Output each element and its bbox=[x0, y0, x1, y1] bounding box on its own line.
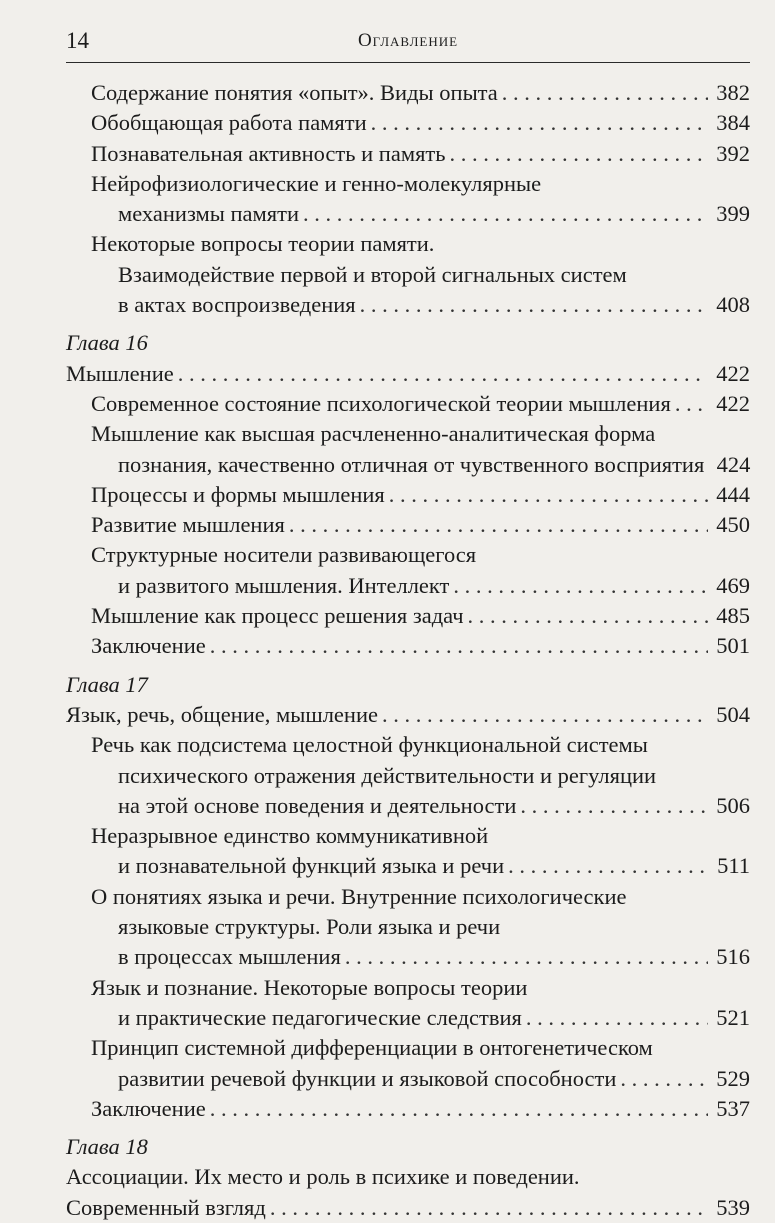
toc-entry[interactable]: Обобщающая работа памяти . . . 384 bbox=[66, 108, 750, 138]
toc-entry-line: О понятиях языка и речи. Внутренние психологические bbox=[91, 883, 627, 909]
toc-page: 469 bbox=[716, 572, 750, 598]
toc-page: 506 bbox=[716, 792, 750, 818]
toc-entry[interactable]: механизмы памяти . . . 399 bbox=[66, 199, 750, 229]
toc-entry-line: Принцип системной дифференциации в онтогенетическом bbox=[91, 1035, 653, 1061]
toc-entry[interactable]: Заключение . . . 501 bbox=[66, 631, 750, 661]
toc-entry-line: Структурные носители развивающегося bbox=[91, 542, 477, 568]
toc-entry[interactable]: и познавательной функций языка и речи . . . 511 bbox=[66, 851, 750, 881]
chapter-label: Глава 18 bbox=[66, 1134, 148, 1160]
toc-entry[interactable]: Мышление как процесс решения задач . . . 485 bbox=[66, 601, 750, 631]
toc-page: 422 bbox=[716, 390, 750, 416]
toc-entry-line: Неразрывное единство коммуникативной bbox=[91, 823, 489, 849]
toc-page: 511 bbox=[717, 853, 750, 879]
toc-entry[interactable]: Заключение . . . 537 bbox=[66, 1094, 750, 1124]
toc-page: 384 bbox=[716, 110, 750, 136]
toc-entry[interactable]: познания, качественно отличная от чувственного восприятия 424 bbox=[66, 450, 750, 480]
toc-entry[interactable]: Познавательная активность и память . . . 392 bbox=[66, 139, 750, 169]
toc-page: 444 bbox=[716, 481, 750, 507]
toc-chapter-entry-line: Ассоциации. Их место и роль в психике и поведении. bbox=[66, 1164, 580, 1190]
running-title: Оглавление bbox=[357, 30, 459, 51]
toc-page: 504 bbox=[716, 701, 750, 727]
toc-entry-line: Нейрофизиологические и генно-молекулярные bbox=[91, 170, 542, 196]
toc-page: 399 bbox=[716, 201, 750, 227]
toc-entry-line: Некоторые вопросы теории памяти. bbox=[91, 231, 435, 257]
toc-entry-line: Взаимодействие первой и второй сигнальных систем bbox=[118, 261, 627, 287]
toc-page: 539 bbox=[716, 1194, 750, 1220]
toc-chapter-entry[interactable]: Современный взгляд . . . 539 bbox=[66, 1193, 750, 1223]
toc-page: 392 bbox=[716, 140, 750, 166]
toc-entry-line: языковые структуры. Роли языка и речи bbox=[118, 914, 501, 940]
toc-entry-line: Язык и познание. Некоторые вопросы теории bbox=[91, 974, 528, 1000]
toc-entry[interactable]: Содержание понятия «опыт». Виды опыта . . . 382 bbox=[66, 78, 750, 108]
page-header bbox=[66, 28, 750, 63]
toc-entry-line: психического отражения действительности и регуляции bbox=[118, 762, 657, 788]
toc-entry[interactable]: развитии речевой функции и языковой способности . . . 529 bbox=[66, 1064, 750, 1094]
chapter-label: Глава 17 bbox=[66, 671, 148, 697]
toc-entry[interactable]: в процессах мышления . . . 516 bbox=[66, 942, 750, 972]
toc-page: 501 bbox=[716, 633, 750, 659]
toc-entry[interactable]: Современное состояние психологической теории мышления . . . 422 bbox=[66, 389, 750, 419]
page-number: 14 bbox=[66, 28, 89, 53]
toc-page: 424 bbox=[716, 451, 751, 477]
table-of-contents bbox=[66, 78, 750, 1223]
toc-entry[interactable]: и практические педагогические следствия . . . 521 bbox=[66, 1003, 750, 1033]
toc-entry[interactable]: в актах воспроизведения . . . 408 bbox=[66, 290, 750, 320]
toc-page: 422 bbox=[716, 360, 750, 386]
toc-chapter-entry[interactable]: Язык, речь, общение, мышление . . . 504 bbox=[66, 700, 750, 730]
toc-page: 485 bbox=[716, 603, 750, 629]
toc-entry-line: Речь как подсистема целостной функциональной системы bbox=[91, 732, 648, 758]
toc-entry[interactable]: Развитие мышления . . . 450 bbox=[66, 510, 750, 540]
toc-entry[interactable]: и развитого мышления. Интеллект . . . 469 bbox=[66, 571, 750, 601]
toc-page: 516 bbox=[716, 944, 750, 970]
toc-entry-line: Мышление как высшая расчлененно-аналитическая форма bbox=[91, 421, 656, 447]
toc-entry[interactable]: на этой основе поведения и деятельности . . . 506 bbox=[66, 791, 750, 821]
toc-page: 529 bbox=[716, 1065, 750, 1091]
toc-chapter-entry[interactable]: Мышление . . . 422 bbox=[66, 359, 750, 389]
toc-page: 382 bbox=[716, 80, 750, 105]
toc-page: 408 bbox=[716, 292, 750, 318]
toc-entry[interactable]: Процессы и формы мышления . . . 444 bbox=[66, 480, 750, 510]
toc-page: 537 bbox=[716, 1095, 750, 1121]
toc-page: 450 bbox=[716, 512, 750, 538]
chapter-label: Глава 16 bbox=[66, 330, 148, 356]
toc-page: 521 bbox=[716, 1004, 750, 1030]
